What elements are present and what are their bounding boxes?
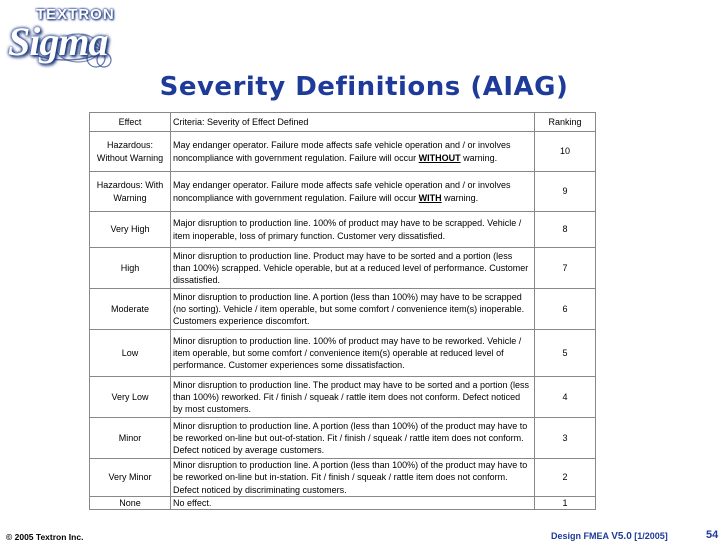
table-row <box>90 377 596 418</box>
effect-cell: Moderate <box>90 289 171 330</box>
table-row <box>90 418 596 459</box>
header-ranking: Ranking <box>535 113 596 132</box>
effect-cell: Low <box>90 330 171 377</box>
criteria-text: May endanger operator. Failure mode affects safe vehicle operation and / or involves noncompliance with government regulation. Failure will occur <box>173 180 511 203</box>
table-header-row <box>90 113 596 132</box>
ranking-cell: 2 <box>535 459 596 497</box>
logo-brand-text: TEXTRON <box>36 6 115 23</box>
effect-cell: None <box>90 497 171 510</box>
table-row <box>90 497 596 510</box>
table-row <box>90 132 596 172</box>
document-version: V5.0 <box>611 531 632 542</box>
criteria-cell: Minor disruption to production line. A portion (less than 100%) may have to be scrapped (no sorting). Vehicle / item operable, but some comfort / convenience item(s) inoperable. Customers experience discomfort. <box>171 289 535 330</box>
effect-cell: High <box>90 248 171 289</box>
document-name: Design FMEA <box>551 531 609 541</box>
effect-cell: Very Minor <box>90 459 171 497</box>
copyright-text: © 2005 Textron Inc. <box>6 532 84 542</box>
page-number: 54 <box>706 529 719 541</box>
ranking-cell: 7 <box>535 248 596 289</box>
ranking-cell: 4 <box>535 377 596 418</box>
criteria-cell: Minor disruption to production line. The product may have to be sorted and a portion (less than 100%) reworked. Fit / finish / squeak / rattle item does not conform. Defect noticed by most customers. <box>171 377 535 418</box>
table-row <box>90 289 596 330</box>
criteria-text: May endanger operator. Failure mode affects safe vehicle operation and / or involves noncompliance with government regulation. Failure will occur <box>173 140 511 163</box>
criteria-cell: Minor disruption to production line. 100% of product may have to be reworked. Vehicle / item operable, but some comfort / convenience item(s) operable at reduced level of performance. Customer experiences some dissatisfaction. <box>171 330 535 377</box>
criteria-emphasis: WITH <box>418 192 442 203</box>
header-effect: Effect <box>90 113 171 132</box>
table-row <box>90 212 596 248</box>
header-criteria: Criteria: Severity of Effect Defined <box>171 113 535 132</box>
table-row <box>90 330 596 377</box>
criteria-cell <box>171 132 535 172</box>
logo-product-text: Sigma <box>8 19 108 64</box>
ranking-cell: 5 <box>535 330 596 377</box>
textron-sigma-logo <box>4 2 154 74</box>
table-row <box>90 248 596 289</box>
criteria-emphasis: WITHOUT <box>418 152 461 163</box>
document-date: [1/2005] <box>634 531 668 541</box>
page-title: Severity Definitions (AIAG) <box>159 72 569 102</box>
effect-cell: Very High <box>90 212 171 248</box>
ranking-cell: 3 <box>535 418 596 459</box>
criteria-cell: Minor disruption to production line. Product may have to be sorted and a portion (less than 100%) scrapped. Vehicle operable, but at a reduced level of performance. Customer dissatisfied. <box>171 248 535 289</box>
ranking-cell: 8 <box>535 212 596 248</box>
effect-cell: Very Low <box>90 377 171 418</box>
document-info <box>551 531 668 542</box>
ranking-cell: 9 <box>535 172 596 212</box>
criteria-text-after: warning. <box>444 192 479 203</box>
ranking-cell: 6 <box>535 289 596 330</box>
table-row <box>90 459 596 497</box>
effect-cell: Hazardous: With Warning <box>90 172 171 212</box>
criteria-text-after: warning. <box>463 152 498 163</box>
criteria-cell: Minor disruption to production line. A portion (less than 100%) of the product may have to be reworked on-line but in-station. Fit / finish / squeak / rattle item does not conform. Defect noticed by discriminating customers. <box>171 459 535 497</box>
criteria-cell <box>171 172 535 212</box>
table-row <box>90 172 596 212</box>
criteria-cell: No effect. <box>171 497 535 510</box>
effect-cell: Minor <box>90 418 171 459</box>
criteria-cell: Major disruption to production line. 100% of product may have to be scrapped. Vehicle / item inoperable, loss of primary function. Customer very dissatisfied. <box>171 212 535 248</box>
ranking-cell: 10 <box>535 132 596 172</box>
severity-table <box>89 112 596 510</box>
effect-cell: Hazardous: Without Warning <box>90 132 171 172</box>
criteria-cell: Minor disruption to production line. A portion (less than 100%) of the product may have to be reworked on-line but out-of-station. Fit / finish / squeak / rattle item does not conform. Defect noticed by average customers. <box>171 418 535 459</box>
ranking-cell: 1 <box>535 497 596 510</box>
